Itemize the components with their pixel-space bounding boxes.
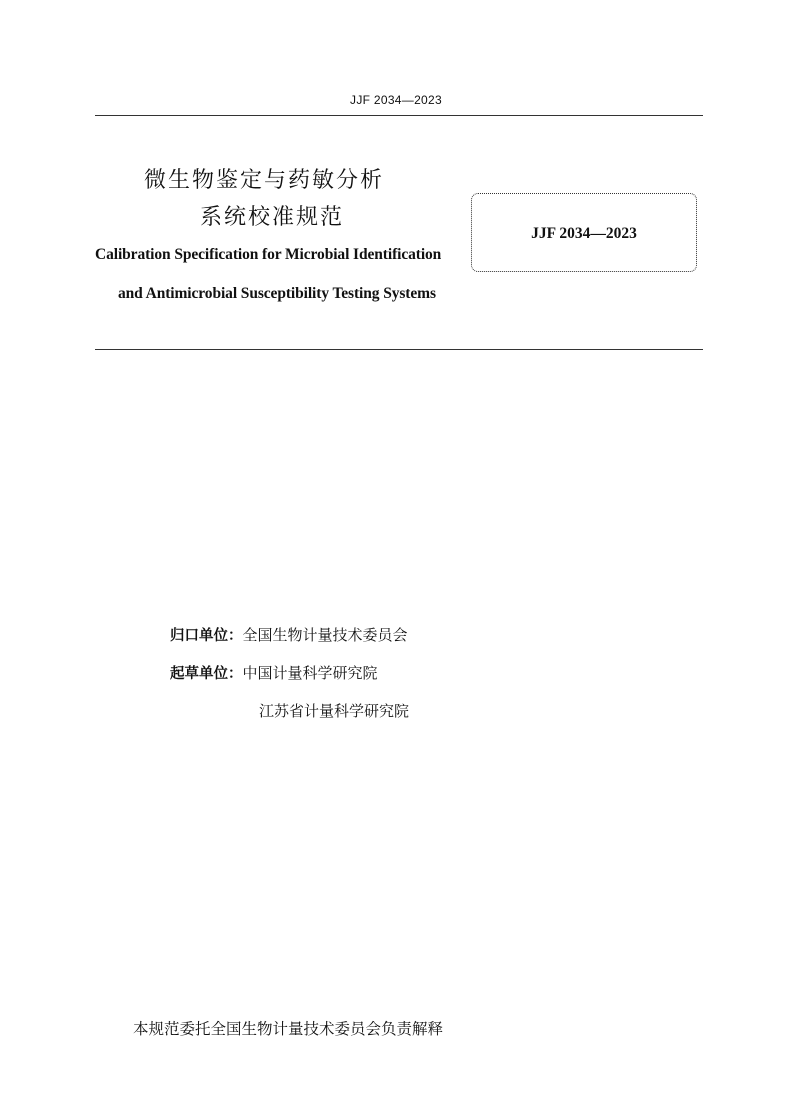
drafting-unit-value-1: 中国计量科学研究院 [242,664,378,682]
interpretation-note: 本规范委托全国生物计量技术委员会负责解释 [133,1020,444,1038]
responsible-unit-label: 归口单位： [170,628,243,644]
responsible-unit-row [170,624,408,645]
responsible-unit-value: 全国生物计量技术委员会 [242,626,408,644]
standard-code-box [471,193,697,272]
standard-code: JJF 2034—2023 [531,225,637,242]
header-rule [95,115,703,116]
drafting-unit-row [170,662,378,683]
title-english-line-2: and Antimicrobial Susceptibility Testing Systems [118,285,436,302]
title-english-line-1: Calibration Specification for Microbial Identification [95,246,442,263]
running-header-code: JJF 2034—2023 [350,93,442,107]
title-block-rule [95,349,703,350]
title-chinese-line-2: 系统校准规范 [200,205,345,230]
title-chinese-line-1: 微生物鉴定与药敏分析 [144,168,385,193]
drafting-unit-value-2: 江苏省计量科学研究院 [259,702,410,720]
drafting-unit-label: 起草单位： [170,666,243,682]
